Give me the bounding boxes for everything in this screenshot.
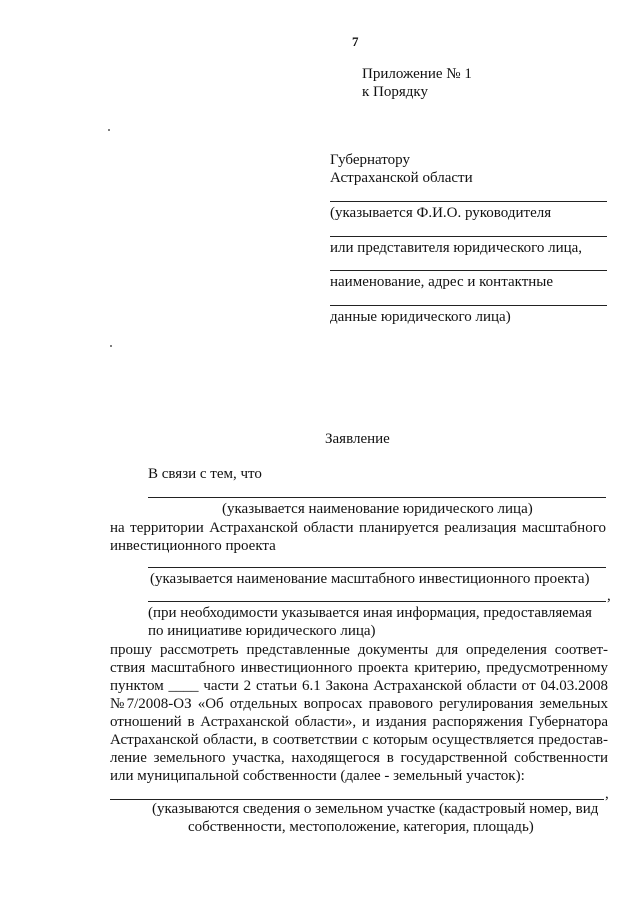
request-line-3: пунктом ____ части 2 статьи 6.1 Закона Астраханской области от 04.03.2008 bbox=[110, 678, 608, 694]
request-line-7: ление земельного участка, находящегося в государственной собственности bbox=[110, 750, 608, 766]
land-plot-comma: , bbox=[605, 786, 609, 802]
request-line-5: отношений в Астраханской области», и издания распоряжения Губернатора bbox=[110, 714, 608, 730]
other-info-line bbox=[148, 601, 606, 602]
addressee-region: Астраханской области bbox=[330, 170, 473, 186]
request-line-8: или муниципальной собственности (далее - земельный участок): bbox=[110, 768, 525, 784]
legal-entity-line bbox=[148, 497, 606, 498]
land-plot-hint-2: собственности, местоположение, категория, площадь) bbox=[188, 819, 534, 835]
other-info-comma: , bbox=[607, 588, 611, 604]
applicant-field-line-4 bbox=[330, 305, 607, 306]
scan-speck bbox=[108, 129, 110, 131]
request-line-4: №7/2008-ОЗ «Об отдельных вопросах правового регулирования земельных bbox=[110, 696, 608, 712]
land-plot-hint-1: (указываются сведения о земельном участке (кадастровый номер, вид bbox=[152, 801, 599, 817]
page-number: 7 bbox=[352, 34, 359, 49]
addressee-title: Губернатору bbox=[330, 152, 410, 168]
request-line-2: ствия масштабного инвестиционного проекта критерию, предусмотренному bbox=[110, 660, 608, 676]
applicant-field-line-3 bbox=[330, 270, 607, 271]
territory-line-1: на территории Астраханской области планируется реализация масштабного bbox=[110, 520, 606, 536]
request-line-6: Астраханской области, в соответствии с которым осуществляется предостав- bbox=[110, 732, 608, 748]
legal-entity-hint: (указывается наименование юридического лица) bbox=[222, 501, 533, 517]
project-name-hint: (указывается наименование масштабного инвестиционного проекта) bbox=[150, 571, 590, 587]
scan-speck bbox=[110, 345, 112, 347]
applicant-field-line-1 bbox=[330, 201, 607, 202]
other-info-hint-2: по инициативе юридического лица) bbox=[148, 623, 376, 639]
applicant-field-hint-4: данные юридического лица) bbox=[330, 309, 511, 325]
intro-text: В связи с тем, что bbox=[148, 466, 262, 482]
applicant-field-hint-3: наименование, адрес и контактные bbox=[330, 274, 554, 290]
land-plot-line bbox=[110, 799, 604, 800]
applicant-field-hint-2: или представителя юридического лица, bbox=[330, 240, 583, 256]
applicant-field-hint-1: (указывается Ф.И.О. руководителя bbox=[330, 205, 552, 221]
appendix-title: Приложение № 1 bbox=[362, 66, 472, 82]
document-heading: Заявление bbox=[325, 431, 390, 447]
request-line-1: прошу рассмотреть представленные документы для определения соответ- bbox=[110, 642, 608, 658]
project-name-line bbox=[148, 567, 606, 568]
applicant-field-line-2 bbox=[330, 236, 607, 237]
territory-line-2: инвестиционного проекта bbox=[110, 538, 276, 554]
other-info-hint-1: (при необходимости указывается иная информация, предоставляемая bbox=[148, 605, 592, 621]
appendix-reference: к Порядку bbox=[362, 84, 428, 100]
